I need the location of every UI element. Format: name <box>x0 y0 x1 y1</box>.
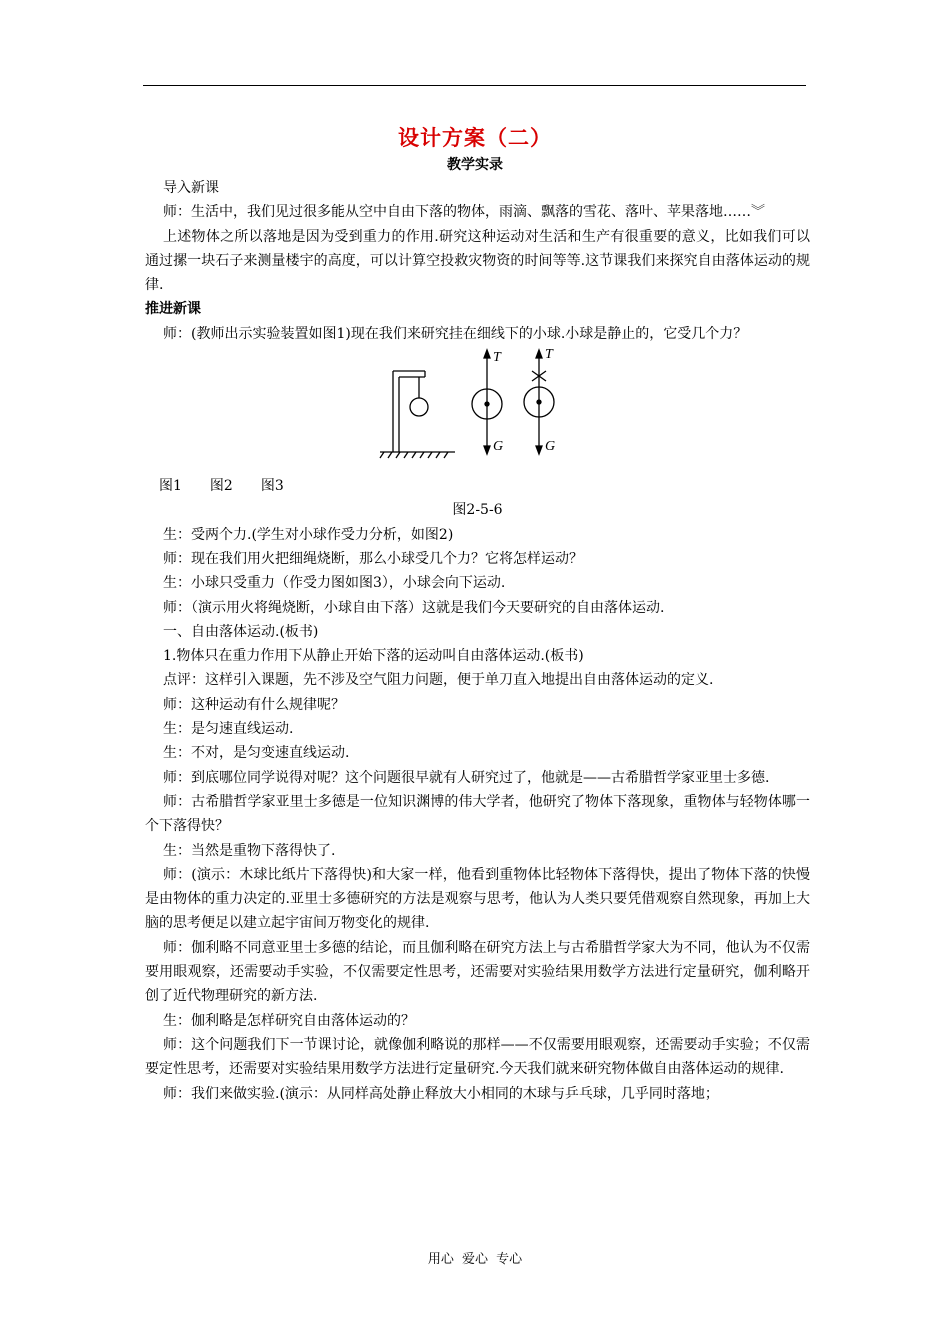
body-paragraph: 师：（演示用火将绳烧断，小球自由下落）这就是我们今天要研究的自由落体运动. <box>163 599 665 616</box>
body-paragraph: 生：当然是重物下落得快了. <box>163 842 336 859</box>
body-paragraph: 生：不对，是匀变速直线运动. <box>163 745 350 762</box>
page-subtitle: 教学实录 <box>447 157 503 173</box>
body-paragraph: 生：小球只受重力（作受力图如图3），小球会向下运动. <box>163 575 506 592</box>
body-paragraph: 生：是匀速直线运动. <box>163 721 294 738</box>
figure-label-2: 图2 <box>209 478 233 495</box>
body-paragraph: 一、自由落体运动.(板书) <box>163 623 319 640</box>
body-paragraph: 师：这种运动有什么规律呢？ <box>163 696 345 713</box>
figure-3-tension-label: T <box>545 347 553 363</box>
body-paragraph: 1.物体只在重力作用下从静止开始下落的运动叫自由落体运动.(板书) <box>163 648 584 665</box>
body-paragraph: 师：(演示：木球比纸片下落得快)和大家一样，他看到重物体比轻物体下落得快，提出了物体下落的快慢是由物体的重力决定的.亚里士多德研究的方法是观察与思考，他认为人类只要凭借观察自然现象，再加上大脑的思考便足以建立起宇宙间万物变化的规律. <box>145 866 810 932</box>
intro-paragraph-2: 上述物体之所以落地是因为受到重力的作用.研究这种运动对生活和生产有很重要的意义，比如我们可以通过摞一块石子来测量楼宇的高度，可以计算空投救灾物资的时间等等.这节课我们来探究自由落体运动的规律. <box>145 228 810 294</box>
page-title: 设计方案（二） <box>398 126 552 150</box>
page-footer: 用心 爱心 专心 <box>427 1252 523 1267</box>
body-paragraph: 师：这个问题我们下一节课讨论，就像伽利略说的那样——不仅需要用眼观察，还需要动手实验；不仅需要定性思考，还需要对实验结果用数学方法进行定量研究.今天我们就来研究物体做自由落体运动的规律. <box>145 1036 810 1078</box>
document-body <box>145 176 810 1106</box>
intro-heading: 导入新课 <box>163 180 219 196</box>
section-heading: 推进新课 <box>145 301 201 318</box>
figure-label-1: 图1 <box>159 478 182 495</box>
force-diagram <box>375 346 575 466</box>
figure-2-tension-label: T <box>493 350 501 366</box>
body-paragraph: 师：古希腊哲学家亚里士多德是一位知识渊博的伟大学者，他研究了物体下落现象，重物体与轻物体哪一个下落得快？ <box>145 793 810 835</box>
figure-caption: 图2-5-6 <box>452 502 503 519</box>
body-paragraph: 师：现在我们用火把细绳烧断，那么小球受几个力？它将怎样运动？ <box>163 550 583 567</box>
figure-1-stand <box>380 371 455 458</box>
force-diagram-figure <box>145 346 810 474</box>
figure-label-3: 图3 <box>260 478 284 495</box>
figure-2-gravity-label: G <box>493 439 504 455</box>
header-rule <box>143 85 806 86</box>
body-paragraph: 师：到底哪位同学说得对呢？这个问题很早就有人研究过了，他就是——古希腊哲学家亚里士多德. <box>163 769 770 786</box>
body-paragraph: 点评：这样引入课题，先不涉及空气阻力问题，便于单刀直入地提出自由落体运动的定义. <box>163 672 714 689</box>
section-paragraph-1: 师：(教师出示实验装置如图1)现在我们来研究挂在细线下的小球.小球是静止的，它受几个力？ <box>163 325 748 342</box>
body-paragraph: 师：伽利略不同意亚里士多德的结论，而且伽利略在研究方法上与古希腊哲学家大为不同，他认为不仅需要用眼观察，还需要动手实验，不仅需要定性思考，还需要对实验结果用数学方法进行定量研究，伽利略开创了近代物理研究的新方法. <box>145 939 810 1005</box>
body-paragraph: 生：受两个力.(学生对小球作受力分析，如图2) <box>163 526 454 543</box>
body-paragraph: 师：我们来做实验.(演示：从同样高处静止释放大小相同的木球与乒乓球，几乎同时落地； <box>163 1085 719 1102</box>
body-paragraph: 生：伽利略是怎样研究自由落体运动的？ <box>163 1012 415 1029</box>
figure-labels <box>145 474 810 498</box>
intro-paragraph-1: 师：生活中，我们见过很多能从空中自由下落的物体，雨滴、飘落的雪花、落叶、苹果落地……︾ <box>163 204 765 221</box>
figure-3-gravity-label: G <box>545 439 556 455</box>
